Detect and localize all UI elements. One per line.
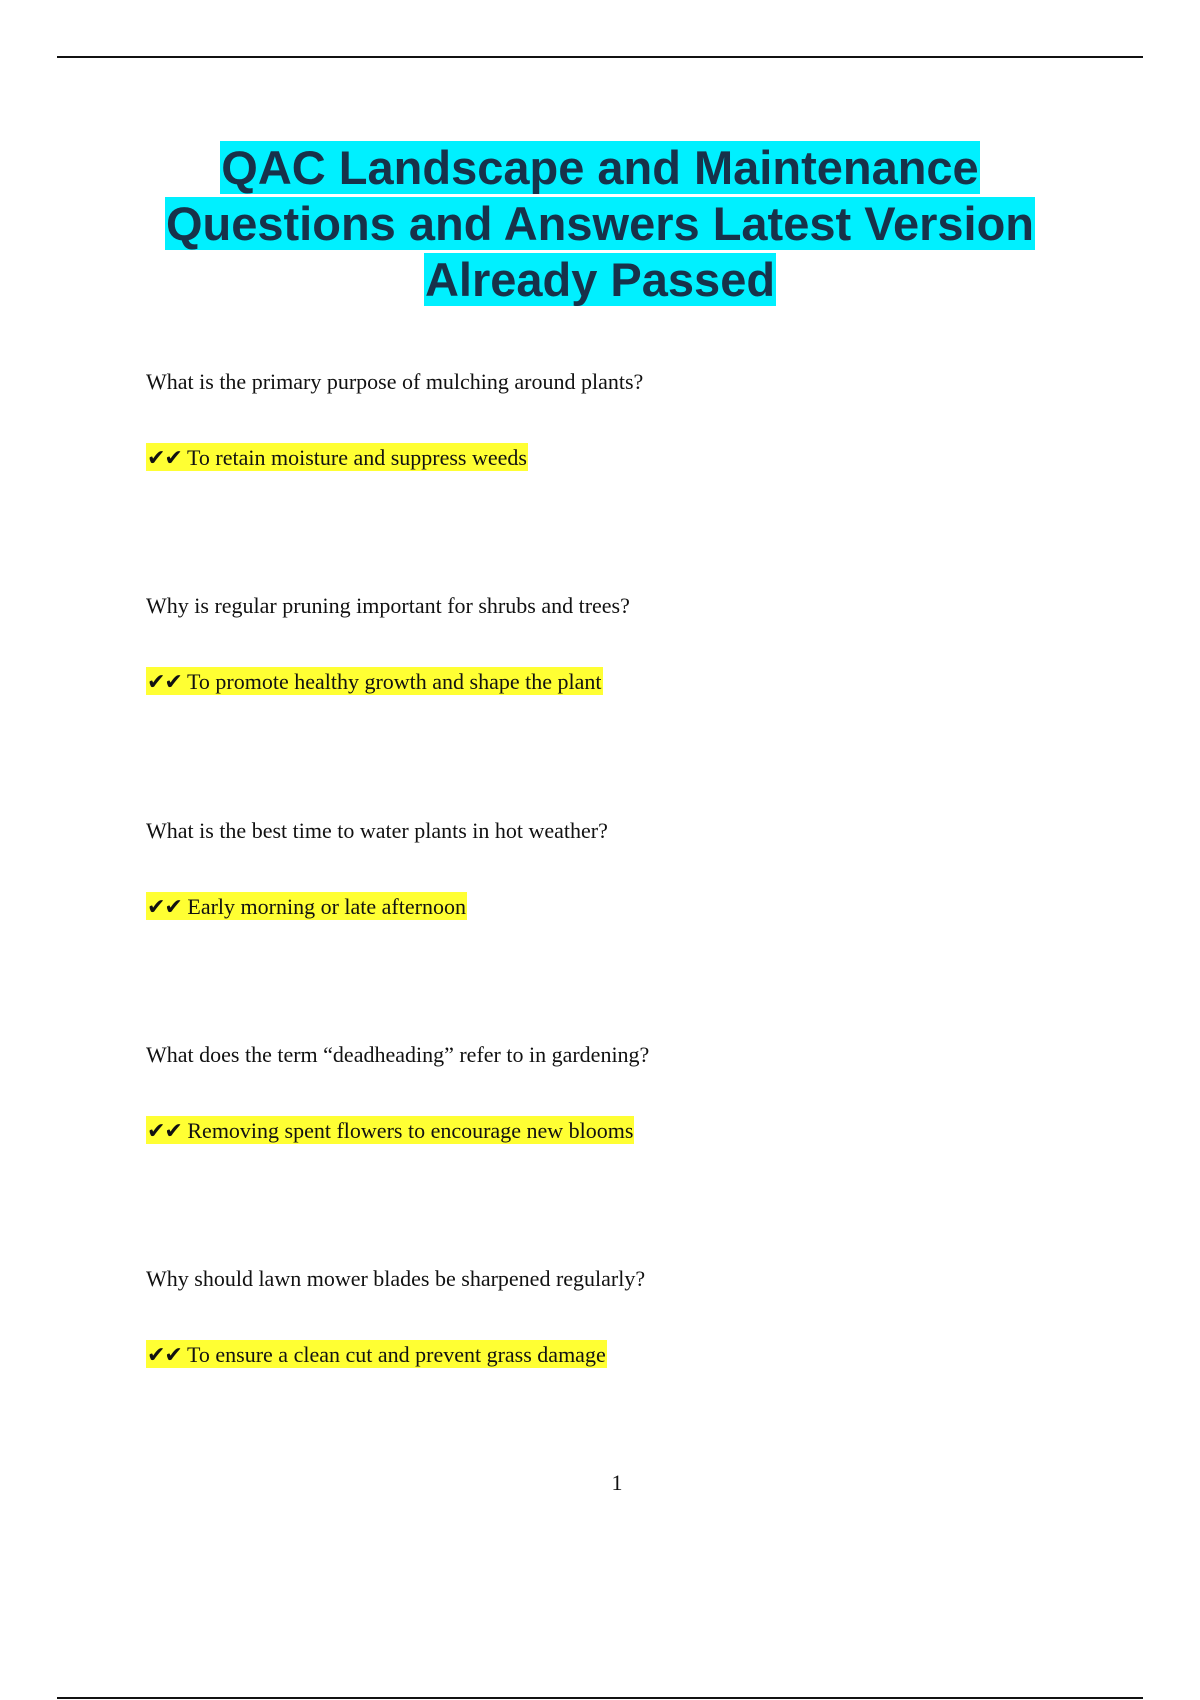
qa-item <box>146 817 1146 923</box>
top-rule <box>57 56 1143 58</box>
answer <box>146 1340 1146 1371</box>
title-line <box>60 252 1140 308</box>
answer-text: To promote healthy growth and shape the plant <box>186 669 602 694</box>
double-check-icon: ✔✔ <box>147 1119 182 1144</box>
question-text: What does the term “deadheading” refer to in gardening? <box>146 1042 650 1067</box>
title-line-text: Questions and Answers Latest Version <box>165 197 1034 250</box>
answer <box>146 443 1146 474</box>
title-line <box>60 140 1140 196</box>
qa-item <box>146 368 1146 474</box>
qa-item <box>146 1265 1146 1371</box>
answer <box>146 667 1146 698</box>
answer-highlight <box>146 892 467 920</box>
question-text: What is the primary purpose of mulching around plants? <box>146 369 644 394</box>
qa-item <box>146 1041 1146 1147</box>
double-check-icon: ✔✔ <box>147 670 182 695</box>
question-text: What is the best time to water plants in hot weather? <box>146 818 608 843</box>
answer-highlight <box>146 1340 607 1368</box>
answer-highlight <box>146 667 603 695</box>
title-line-text: Already Passed <box>424 253 776 306</box>
answer <box>146 892 1146 923</box>
title-line-text: QAC Landscape and Maintenance <box>221 141 979 194</box>
double-check-icon: ✔✔ <box>147 446 182 471</box>
answer-highlight <box>146 443 528 471</box>
question-text: Why should lawn mower blades be sharpened regularly? <box>146 1266 646 1291</box>
double-check-icon: ✔✔ <box>147 1343 182 1368</box>
qa-item <box>146 592 1146 698</box>
answer-text: To retain moisture and suppress weeds <box>186 445 527 470</box>
question-text: Why is regular pruning important for shrubs and trees? <box>146 593 630 618</box>
double-check-icon: ✔✔ <box>147 895 182 920</box>
answer <box>146 1116 1146 1147</box>
document-title <box>60 140 1140 308</box>
answer-text: Removing spent flowers to encourage new blooms <box>187 1118 634 1143</box>
answer-highlight <box>146 1116 634 1144</box>
page-number: 1 <box>611 1470 623 1495</box>
answer-text: To ensure a clean cut and prevent grass damage <box>186 1342 606 1367</box>
answer-text: Early morning or late afternoon <box>187 894 466 919</box>
title-line <box>60 196 1140 252</box>
bottom-rule <box>57 1697 1143 1699</box>
